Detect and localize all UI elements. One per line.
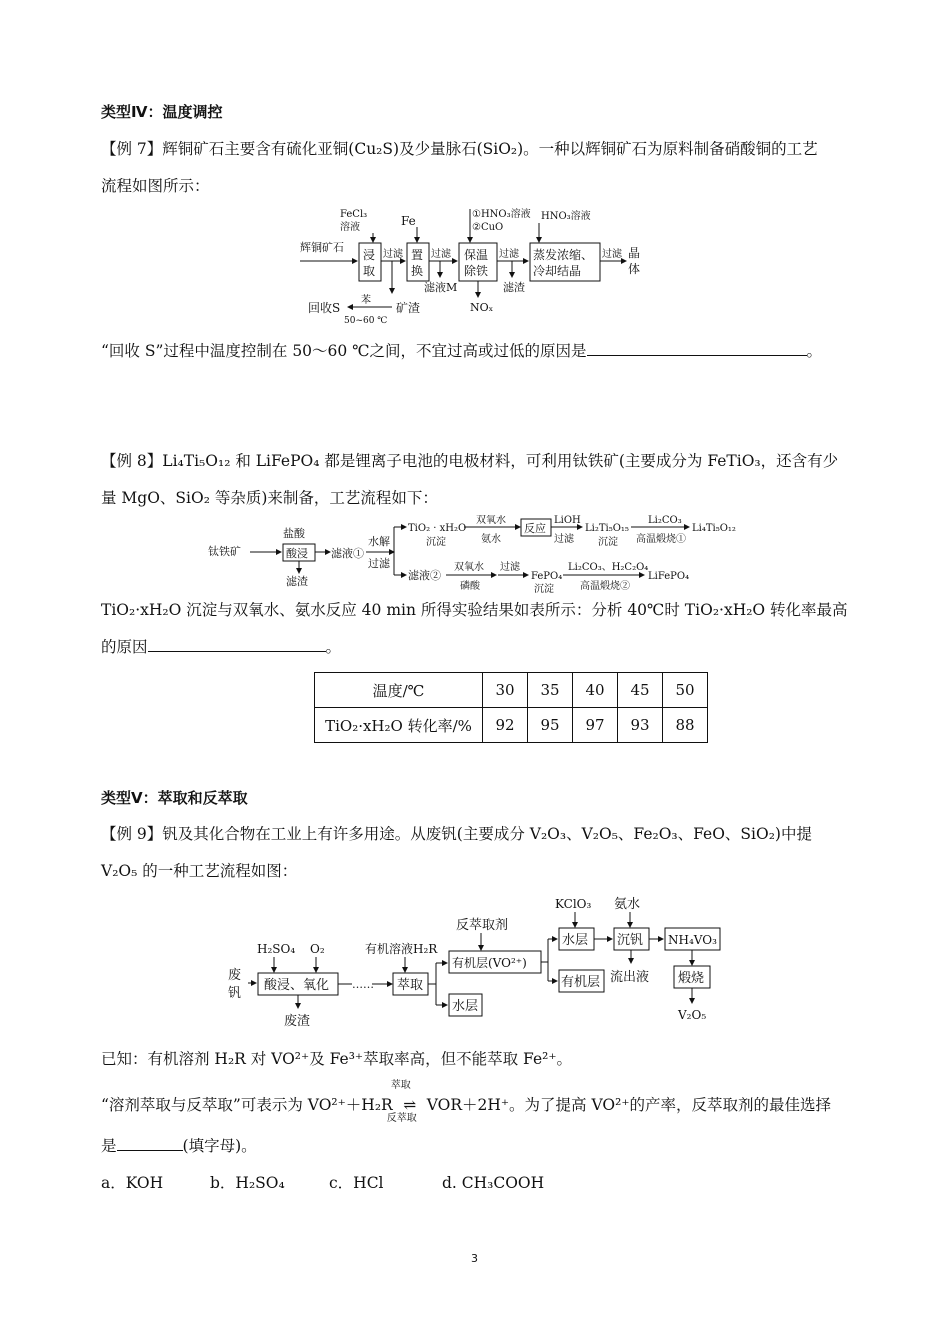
- table-cell: 40: [573, 673, 618, 708]
- equation-right: VOR＋2H⁺。为了提高 VO²⁺的产率，反萃取剂的最佳选择: [426, 1096, 832, 1114]
- replace-top: 置: [411, 248, 424, 262]
- fepo4-label: FePO₄: [531, 571, 563, 582]
- replace-bottom: 换: [411, 264, 424, 278]
- conversion-header: TiO₂·xH₂O 转化率/%: [315, 708, 483, 743]
- reaction-label: 反应: [524, 522, 546, 535]
- li2ti5o15-label: Li₂Ti₅O₁₅: [585, 523, 629, 534]
- precipitate-label-2: 沉淀: [598, 537, 618, 548]
- waste-residue-label: 废渣: [284, 1014, 311, 1028]
- example-8-question: [101, 637, 341, 657]
- water-layer-label: 水层: [452, 999, 479, 1014]
- example-7-flow-diagram: [300, 205, 645, 327]
- example-9-equation-line: [101, 1080, 832, 1124]
- h2o2-label-2: 双氧水: [454, 562, 484, 573]
- filter-label-4: 过滤: [602, 249, 622, 260]
- li2co3-h2c2o4-label: Li₂CO₃、H₂C₂O₄: [568, 562, 649, 573]
- table-cell: 35: [528, 673, 573, 708]
- acid-leach-label: 酸浸: [286, 547, 308, 560]
- example-9-known: 已知：有机溶剂 H₂R 对 VO²⁺及 Fe³⁺萃取率高，但不能萃取 Fe²⁺。: [101, 1050, 573, 1068]
- back-extractant-label: 反萃取剂: [456, 918, 509, 933]
- table-cell: 92: [483, 708, 528, 743]
- temperature-label: 50~60 ℃: [344, 316, 388, 326]
- equilibrium-arrow: [386, 1080, 427, 1124]
- crystal-top: 晶: [628, 246, 641, 260]
- benzene-label: 苯: [361, 295, 371, 306]
- hno3-label: HNO₃溶液: [541, 211, 591, 222]
- slag-label: 矿渣: [396, 301, 421, 315]
- ore-label: 辉铜矿石: [300, 241, 344, 254]
- example-9-intro-line2: V₂O₅ 的一种工艺流程如图：: [101, 862, 298, 880]
- temperature-header: 温度/℃: [315, 673, 483, 708]
- example-8-answer-blank[interactable]: [148, 637, 326, 652]
- organic-solution-label: 有机溶液H₂R: [365, 942, 438, 956]
- example-7-question-end: 。: [806, 342, 823, 360]
- hydrolysis-label: 水解: [368, 535, 390, 548]
- option-b[interactable]: b．H₂SO₄: [210, 1174, 285, 1192]
- example-8-number: 【例 8】: [101, 452, 163, 470]
- example-9-text-1: 钒及其化合物在工业上有许多用途。从废钒(主要成分 V₂O₃、V₂O₅、Fe₂O₃、FeO、SiO₂)中提: [162, 825, 812, 843]
- example-7-intro-line2: 流程如图所示：: [101, 177, 210, 195]
- filter-label-3: 过滤: [500, 562, 520, 573]
- filter-label-2: 过滤: [554, 534, 574, 545]
- example-9-flow-diagram: [228, 893, 753, 1028]
- extraction-label: 萃取: [397, 978, 424, 993]
- example-8-flow-diagram: [208, 515, 753, 595]
- example-7-text-1: 辉铜矿石主要含有硫化亚铜(Cu₂S)及少量脉石(SiO₂)。一种以辉铜矿石为原料制备硝酸铜的工艺: [162, 140, 818, 158]
- filtrate-2-label: 滤液②: [408, 569, 441, 582]
- back-extraction-label: 反萃取: [386, 1113, 417, 1124]
- lifepo4-label: LiFePO₄: [648, 571, 690, 582]
- example-9-answer-blank[interactable]: [117, 1136, 183, 1151]
- h2o2-label: 双氧水: [476, 515, 506, 526]
- table-row: [315, 708, 708, 743]
- leach-top: 浸: [363, 248, 376, 262]
- insulation-bottom: 除铁: [464, 264, 489, 278]
- ammonia-label: 氨水: [614, 897, 641, 912]
- residue-label: 滤渣: [503, 281, 525, 294]
- table-cell: 88: [663, 708, 708, 743]
- filtrate-1-label: 滤液①: [331, 547, 364, 560]
- li2co3-label: Li₂CO₃: [648, 515, 682, 526]
- section-5-heading: 类型Ⅴ：萃取和反萃取: [101, 789, 248, 807]
- precipitate-label-3: 沉淀: [534, 584, 554, 595]
- tio2-label: TiO₂ · xH₂O: [408, 523, 467, 534]
- hno3-cuo-label-1: ①HNO₃溶液: [472, 209, 531, 220]
- calcine-2-label: 高温煅烧②: [580, 581, 630, 592]
- hno3-cuo-label-2: ②CuO: [472, 222, 504, 233]
- example-8-question-text: 的原因: [101, 638, 148, 656]
- recover-s-label: 回收S: [308, 301, 341, 315]
- fecl3-label: FeCl₃: [340, 209, 368, 220]
- example-7-answer-blank[interactable]: [587, 341, 807, 356]
- solution-label: 溶液: [340, 222, 360, 233]
- water-layer-label-2: 水层: [562, 933, 589, 948]
- organic-layer-label: 有机层(VO²⁺): [452, 956, 527, 970]
- example-7-question: [101, 341, 822, 361]
- insulation-top: 保温: [464, 248, 489, 262]
- conversion-table: [314, 672, 708, 743]
- leach-bottom: 取: [363, 264, 376, 278]
- acid-leach-oxidize-label: 酸浸、氧化: [264, 978, 330, 993]
- dots-label: ……: [352, 978, 374, 991]
- kclo3-label: KClO₃: [555, 897, 592, 911]
- filter-label-2: 过滤: [431, 249, 451, 260]
- option-a[interactable]: a．KOH: [101, 1174, 164, 1192]
- example-8-question-end: 。: [325, 638, 342, 656]
- example-8-text-3: TiO₂·xH₂O 沉淀与双氧水、氨水反应 40 min 所得实验结果如表所示：分析 40℃时 TiO₂·xH₂O 转化率最高: [101, 601, 848, 619]
- nh4vo3-label: NH₄VO₃: [668, 933, 717, 947]
- example-9-question: [101, 1136, 257, 1156]
- nox-label: NOₓ: [470, 301, 494, 314]
- example-8-intro-line1: [101, 451, 838, 471]
- page-number: 3: [471, 1252, 478, 1265]
- precipitate-label: 沉淀: [426, 537, 446, 548]
- example-8-text-1: Li₄Ti₅O₁₂ 和 LiFePO₄ 都是锂离子电池的电极材料，可利用钛铁矿(主要成分为 FeTiO₃，还含有少: [162, 452, 839, 470]
- v2o5-label: V₂O₅: [678, 1008, 707, 1022]
- organic-layer-label-2: 有机层: [561, 975, 601, 990]
- evaporation-top: 蒸发浓缩、: [533, 248, 594, 262]
- filter-label-1: 过滤: [383, 249, 403, 260]
- option-c[interactable]: c．HCl: [329, 1174, 384, 1192]
- example-9-question-end: (填字母)。: [182, 1137, 257, 1155]
- fe-label: Fe: [401, 214, 416, 228]
- ilmenite-label: 钛铁矿: [208, 545, 241, 558]
- hcl-label: 盐酸: [283, 527, 305, 540]
- phosphoric-label: 磷酸: [460, 581, 480, 592]
- example-7-question-text: “回收 S”过程中温度控制在 50～60 ℃之间，不宜过高或过低的原因是: [101, 342, 587, 360]
- example-9-intro-line1: [101, 824, 812, 844]
- example-9-question-start: 是: [101, 1137, 117, 1155]
- example-7-number: 【例 7】: [101, 140, 163, 158]
- o2-label: O₂: [310, 942, 325, 956]
- extraction-label: 萃取: [390, 1080, 411, 1091]
- table-cell: 45: [618, 673, 663, 708]
- table-cell: 95: [528, 708, 573, 743]
- equilibrium-arrow-icon: ⇌: [403, 1096, 417, 1114]
- waste-vanadium-top: 废: [228, 968, 242, 983]
- filtrate-m-label: 滤液M: [424, 281, 458, 294]
- h2so4-label: H₂SO₄: [257, 942, 296, 956]
- calcination-label: 煅烧: [678, 971, 705, 986]
- table-row: [315, 673, 708, 708]
- table-cell: 30: [483, 673, 528, 708]
- example-8-intro-line2: 量 MgO、SiO₂ 等杂质)来制备，工艺流程如下：: [101, 489, 438, 507]
- waste-vanadium-bottom: 钒: [228, 986, 242, 1001]
- residue-label: 滤渣: [286, 575, 308, 588]
- vanadium-precipitation-label: 沉钒: [617, 933, 644, 948]
- evaporation-bottom: 冷却结晶: [533, 264, 582, 278]
- lioh-label: LiOH: [554, 515, 581, 526]
- li4ti5o12-label: Li₄Ti₅O₁₂: [692, 523, 736, 534]
- equation-left: “溶剂萃取与反萃取”可表示为 VO²⁺＋H₂R: [101, 1096, 393, 1114]
- section-4-heading: 类型Ⅳ：温度调控: [101, 103, 223, 121]
- ammonia-label: 氨水: [481, 534, 501, 545]
- filter-label-3: 过滤: [499, 249, 519, 260]
- table-cell: 50: [663, 673, 708, 708]
- table-cell: 93: [618, 708, 663, 743]
- calcine-1-label: 高温煅烧①: [636, 534, 686, 545]
- effluent-label: 流出液: [610, 970, 650, 985]
- example-7-intro-line1: [101, 139, 818, 159]
- example-9-number: 【例 9】: [101, 825, 163, 843]
- option-d[interactable]: d. CH₃COOH: [442, 1174, 545, 1192]
- crystal-bottom: 体: [628, 262, 641, 276]
- filter-label: 过滤: [368, 557, 390, 570]
- table-cell: 97: [573, 708, 618, 743]
